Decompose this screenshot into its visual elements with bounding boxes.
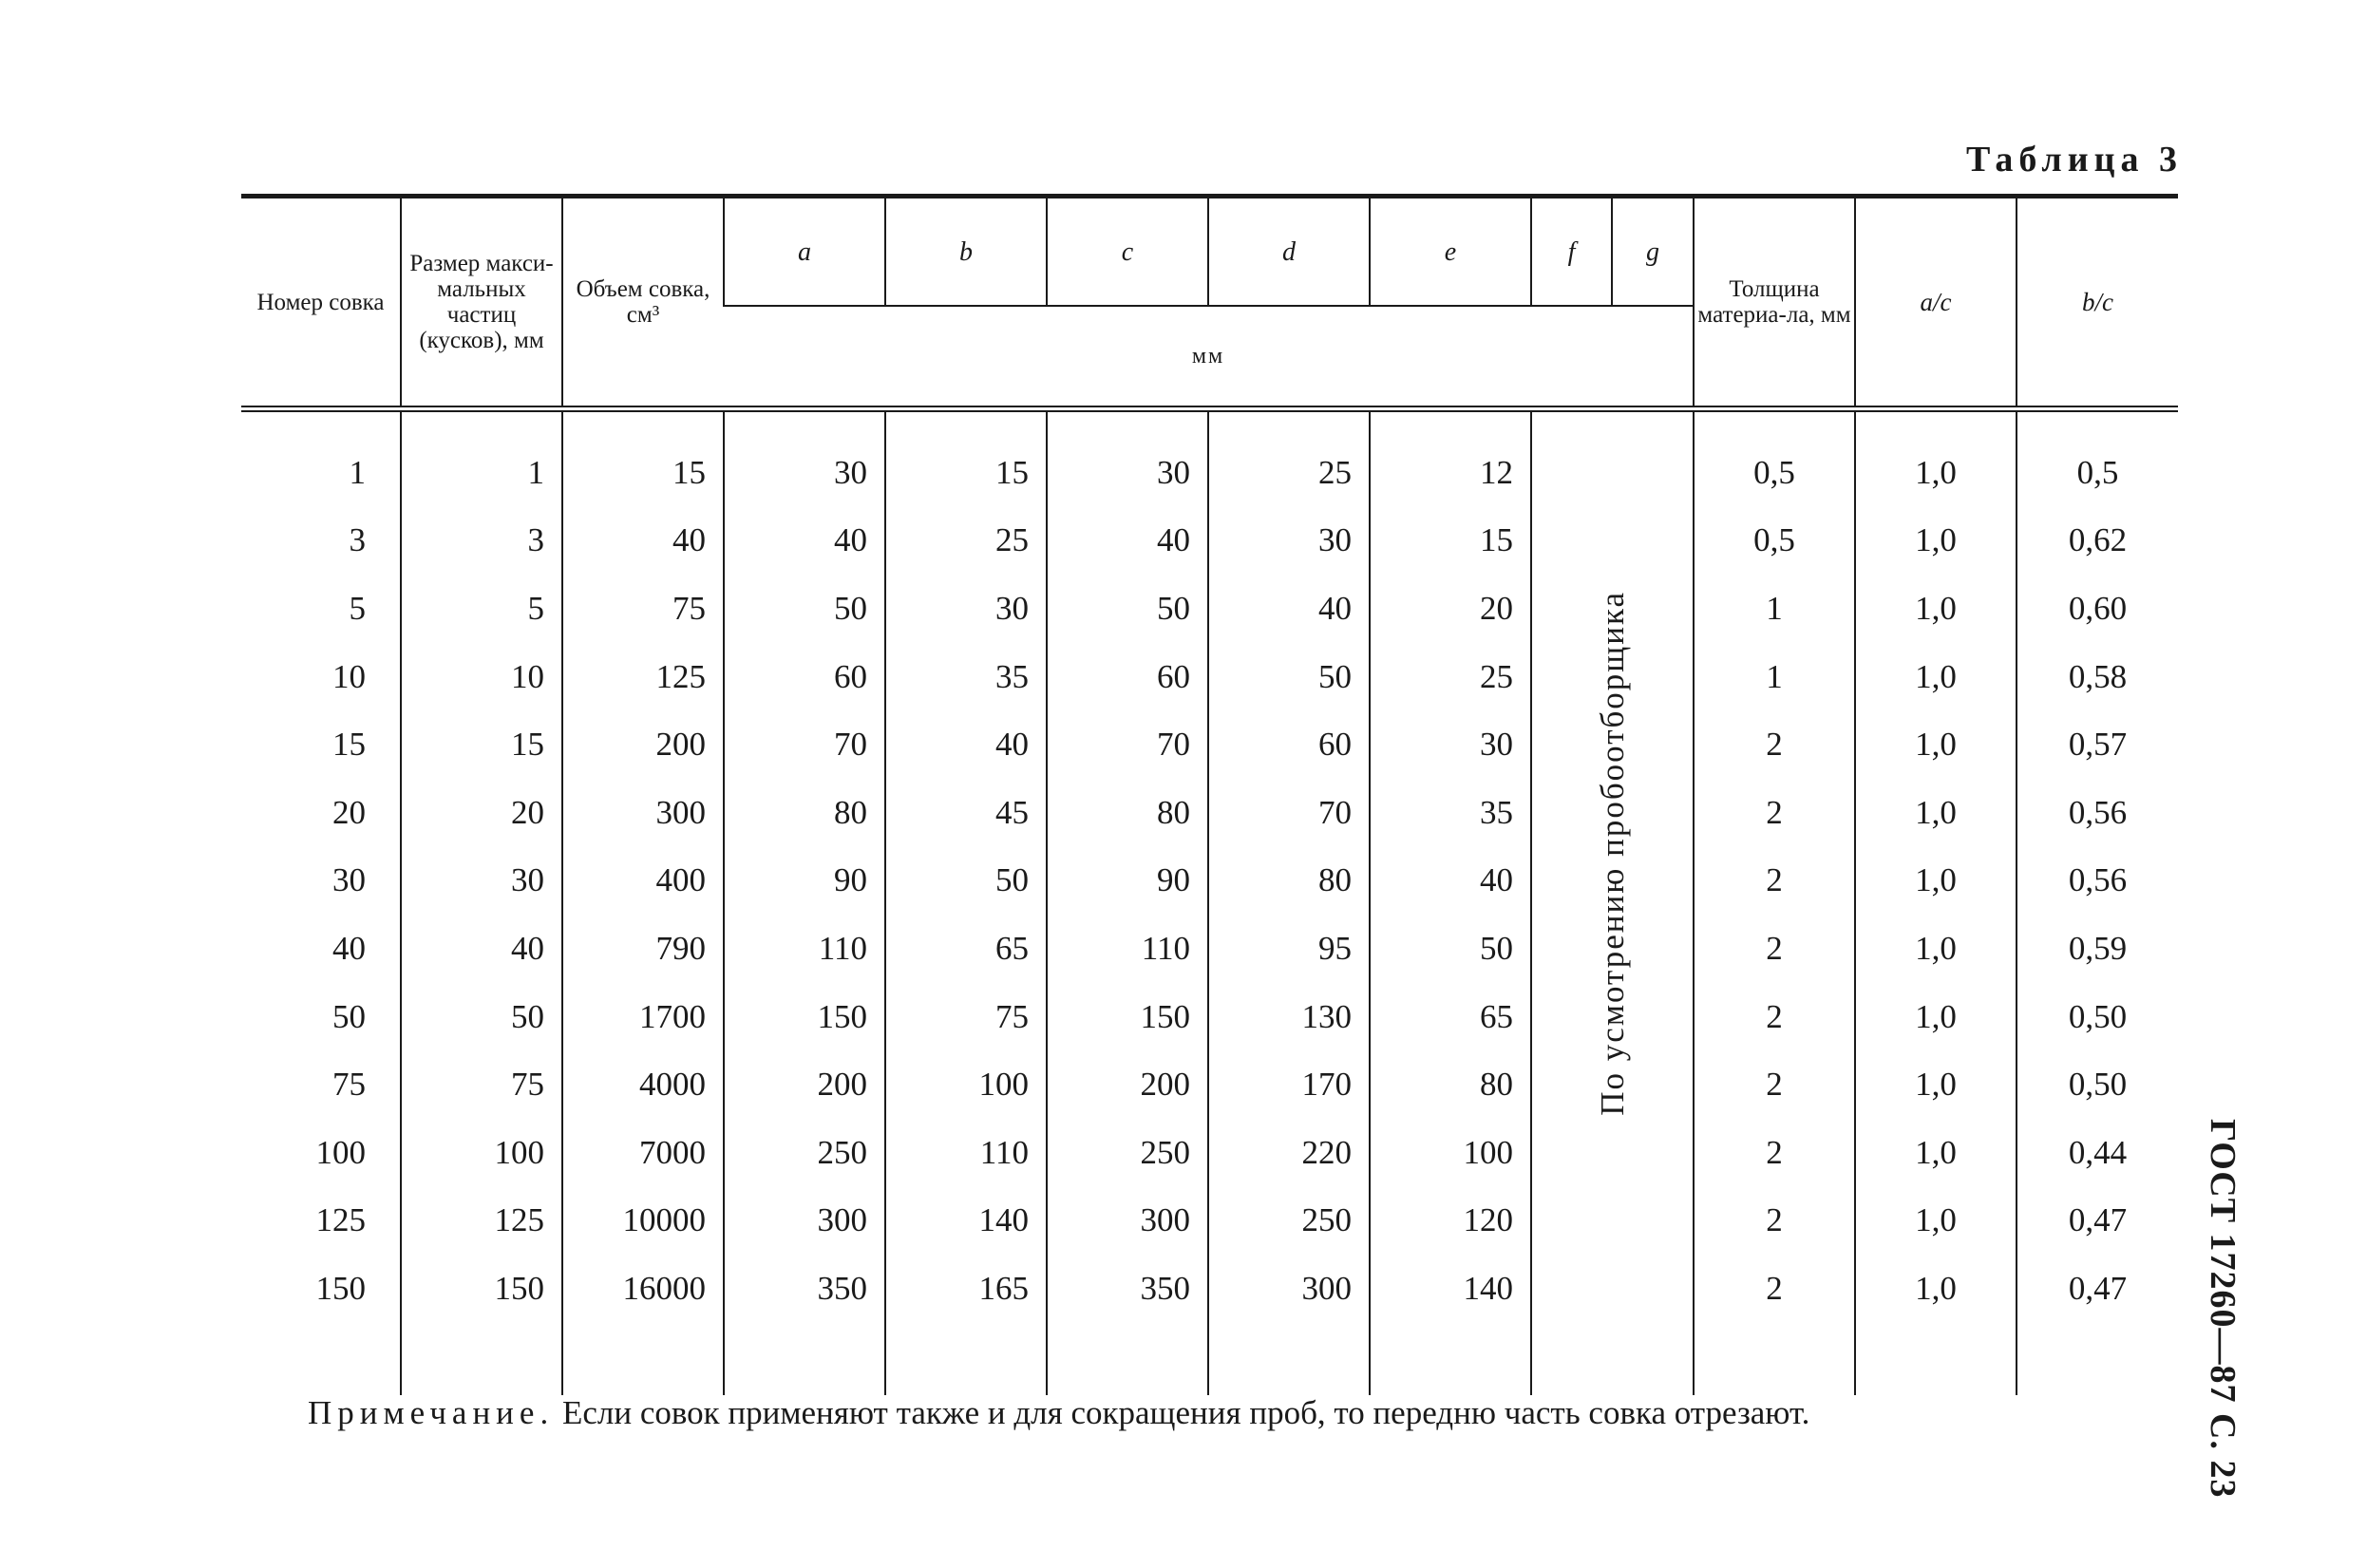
table-row: [241, 409, 2178, 507]
spacer-cell: [562, 1323, 724, 1395]
cell-e: 12: [1370, 409, 1531, 507]
cell-e: 120: [1370, 1187, 1531, 1256]
cell-a: 70: [724, 710, 885, 779]
spacer-cell: [724, 1323, 885, 1395]
cell-number: 3: [349, 521, 366, 559]
cell-b: 100: [885, 1050, 1047, 1119]
cell-b: 45: [885, 779, 1047, 847]
cell-d: 70: [1208, 779, 1370, 847]
table-body: [241, 409, 2178, 1395]
cell-number: 10: [332, 657, 366, 695]
header-a: a: [724, 197, 885, 307]
cell-c: 70: [1047, 710, 1208, 779]
header-d: d: [1208, 197, 1370, 307]
cell-ratio-bc: 0,50: [2017, 983, 2178, 1051]
spacer-cell: [1855, 1323, 2017, 1395]
cell-e: 140: [1370, 1255, 1531, 1323]
cell-c: 150: [1047, 983, 1208, 1051]
cell-b: 110: [885, 1119, 1047, 1187]
table-header: [241, 197, 2178, 409]
header-e: e: [1370, 197, 1531, 307]
cell-ratio-bc: 0,58: [2017, 643, 2178, 711]
header-thickness: Толщина материа-ла, мм: [1694, 197, 1855, 409]
cell-volume: 1700: [562, 983, 724, 1051]
cell-d: 25: [1208, 409, 1370, 507]
cell-volume: 400: [562, 847, 724, 916]
cell-max-size: 100: [401, 1119, 562, 1187]
cell-volume: 790: [562, 915, 724, 983]
table-row: [241, 710, 2178, 779]
cell-b: 30: [885, 575, 1047, 643]
cell-thickness: 2: [1694, 779, 1855, 847]
cell-c: 90: [1047, 847, 1208, 916]
cell-d: 95: [1208, 915, 1370, 983]
table-row: [241, 507, 2178, 576]
cell-ratio-bc: 0,44: [2017, 1119, 2178, 1187]
cell-e: 35: [1370, 779, 1531, 847]
cell-b: 165: [885, 1255, 1047, 1323]
cell-ratio-ac: 1,0: [1855, 1187, 2017, 1256]
header-volume: Объем совка, см³: [562, 197, 724, 409]
cell-b: 15: [885, 409, 1047, 507]
cell-a: 250: [724, 1119, 885, 1187]
cell-e: 30: [1370, 710, 1531, 779]
cell-d: 50: [1208, 643, 1370, 711]
table-row: [241, 983, 2178, 1051]
cell-e: 40: [1370, 847, 1531, 916]
cell-number: 150: [315, 1269, 366, 1307]
cell-number: 20: [332, 793, 366, 831]
cell-e: 15: [1370, 507, 1531, 576]
cell-e: 80: [1370, 1050, 1531, 1119]
cell-c: 80: [1047, 779, 1208, 847]
cell-volume: 300: [562, 779, 724, 847]
scoop-dimensions-table: [241, 194, 2178, 1395]
cell-max-size: 75: [401, 1050, 562, 1119]
cell-thickness: 2: [1694, 983, 1855, 1051]
cell-b: 50: [885, 847, 1047, 916]
cell-max-size: 20: [401, 779, 562, 847]
header-ratio-bc: b/c: [2017, 197, 2178, 409]
spacer-cell: [1208, 1323, 1370, 1395]
header-ratio-ac: a/c: [1855, 197, 2017, 409]
spacer-cell: [1047, 1323, 1208, 1395]
cell-ratio-bc: 0,62: [2017, 507, 2178, 576]
cell-ratio-ac: 1,0: [1855, 643, 2017, 711]
cell-volume: 200: [562, 710, 724, 779]
cell-e: 65: [1370, 983, 1531, 1051]
table-note: [308, 1394, 1809, 1432]
cell-thickness: 2: [1694, 1119, 1855, 1187]
cell-number: 30: [332, 861, 366, 899]
cell-max-size: 1: [401, 409, 562, 507]
cell-ratio-ac: 1,0: [1855, 915, 2017, 983]
header-dims-unit: мм: [724, 306, 1694, 409]
cell-max-size: 150: [401, 1255, 562, 1323]
cell-fg-note: [1531, 409, 1694, 1395]
spacer-cell: [885, 1323, 1047, 1395]
cell-ratio-bc: 0,56: [2017, 779, 2178, 847]
cell-number: 50: [332, 997, 366, 1035]
cell-max-size: 15: [401, 710, 562, 779]
cell-volume: 15: [562, 409, 724, 507]
cell-c: 50: [1047, 575, 1208, 643]
cell-number: 125: [315, 1201, 366, 1239]
cell-thickness: 1: [1694, 575, 1855, 643]
cell-max-size: 40: [401, 915, 562, 983]
cell-volume: 125: [562, 643, 724, 711]
cell-c: 300: [1047, 1187, 1208, 1256]
spacer-cell: [1694, 1323, 1855, 1395]
cell-d: 40: [1208, 575, 1370, 643]
cell-max-size: 50: [401, 983, 562, 1051]
cell-number: 5: [349, 589, 366, 627]
cell-ratio-bc: 0,60: [2017, 575, 2178, 643]
cell-a: 80: [724, 779, 885, 847]
cell-c: 40: [1047, 507, 1208, 576]
cell-number: 15: [332, 726, 366, 764]
cell-ratio-bc: 0,5: [2017, 409, 2178, 507]
cell-a: 150: [724, 983, 885, 1051]
cell-a: 350: [724, 1255, 885, 1323]
cell-c: 30: [1047, 409, 1208, 507]
cell-thickness: 1: [1694, 643, 1855, 711]
cell-number: 1: [349, 453, 366, 491]
table-row: [241, 1119, 2178, 1187]
cell-e: 50: [1370, 915, 1531, 983]
cell-a: 300: [724, 1187, 885, 1256]
table-row: [241, 915, 2178, 983]
cell-e: 20: [1370, 575, 1531, 643]
cell-max-size: 5: [401, 575, 562, 643]
cell-d: 170: [1208, 1050, 1370, 1119]
cell-d: 220: [1208, 1119, 1370, 1187]
cell-b: 75: [885, 983, 1047, 1051]
cell-ratio-ac: 1,0: [1855, 983, 2017, 1051]
table-row: [241, 1187, 2178, 1256]
cell-ratio-ac: 1,0: [1855, 847, 2017, 916]
cell-thickness: 2: [1694, 847, 1855, 916]
cell-volume: 40: [562, 507, 724, 576]
cell-b: 65: [885, 915, 1047, 983]
cell-ratio-bc: 0,50: [2017, 1050, 2178, 1119]
cell-a: 40: [724, 507, 885, 576]
cell-b: 40: [885, 710, 1047, 779]
cell-thickness: 0,5: [1694, 409, 1855, 507]
cell-ratio-ac: 1,0: [1855, 507, 2017, 576]
fg-note-text: По усмотрению пробоотборщика: [1593, 591, 1631, 1116]
table-row: [241, 779, 2178, 847]
note-text: Если совок применяют также и для сокращения проб, то передню часть совка отрезают.: [561, 1394, 1810, 1431]
cell-max-size: 30: [401, 847, 562, 916]
table-row: [241, 1255, 2178, 1323]
cell-e: 25: [1370, 643, 1531, 711]
spacer-cell: [241, 1323, 401, 1395]
cell-c: 110: [1047, 915, 1208, 983]
header-b: b: [885, 197, 1047, 307]
cell-thickness: 2: [1694, 710, 1855, 779]
cell-c: 200: [1047, 1050, 1208, 1119]
cell-ratio-bc: 0,59: [2017, 915, 2178, 983]
header-c: c: [1047, 197, 1208, 307]
header-g: g: [1612, 197, 1694, 307]
cell-a: 200: [724, 1050, 885, 1119]
spacer-cell: [2017, 1323, 2178, 1395]
table-spacer-row: [241, 1323, 2178, 1395]
cell-c: 60: [1047, 643, 1208, 711]
cell-thickness: 2: [1694, 1050, 1855, 1119]
cell-ratio-bc: 0,57: [2017, 710, 2178, 779]
table-row: [241, 847, 2178, 916]
cell-volume: 10000: [562, 1187, 724, 1256]
cell-ratio-ac: 1,0: [1855, 409, 2017, 507]
cell-d: 80: [1208, 847, 1370, 916]
cell-ratio-ac: 1,0: [1855, 710, 2017, 779]
cell-ratio-ac: 1,0: [1855, 575, 2017, 643]
cell-ratio-bc: 0,47: [2017, 1255, 2178, 1323]
spacer-cell: [1370, 1323, 1531, 1395]
cell-number: 40: [332, 929, 366, 967]
cell-d: 130: [1208, 983, 1370, 1051]
cell-max-size: 3: [401, 507, 562, 576]
cell-volume: 16000: [562, 1255, 724, 1323]
cell-ratio-ac: 1,0: [1855, 1255, 2017, 1323]
cell-a: 30: [724, 409, 885, 507]
table-caption: Таблица 3: [1965, 140, 2183, 179]
cell-ratio-bc: 0,56: [2017, 847, 2178, 916]
cell-volume: 7000: [562, 1119, 724, 1187]
cell-a: 50: [724, 575, 885, 643]
cell-thickness: 2: [1694, 915, 1855, 983]
page-footer: ГОСТ 17260—87 С. 23: [2203, 1119, 2243, 1499]
cell-volume: 75: [562, 575, 724, 643]
cell-ratio-ac: 1,0: [1855, 1119, 2017, 1187]
cell-ratio-ac: 1,0: [1855, 1050, 2017, 1119]
cell-a: 90: [724, 847, 885, 916]
cell-thickness: 2: [1694, 1255, 1855, 1323]
cell-ratio-bc: 0,47: [2017, 1187, 2178, 1256]
cell-number: 75: [332, 1066, 366, 1104]
note-label: Примечание.: [308, 1394, 555, 1431]
cell-a: 60: [724, 643, 885, 711]
table-row: [241, 643, 2178, 711]
cell-c: 350: [1047, 1255, 1208, 1323]
cell-e: 100: [1370, 1119, 1531, 1187]
cell-b: 35: [885, 643, 1047, 711]
cell-b: 25: [885, 507, 1047, 576]
cell-c: 250: [1047, 1119, 1208, 1187]
cell-b: 140: [885, 1187, 1047, 1256]
cell-ratio-ac: 1,0: [1855, 779, 2017, 847]
cell-d: 60: [1208, 710, 1370, 779]
cell-thickness: 2: [1694, 1187, 1855, 1256]
cell-volume: 4000: [562, 1050, 724, 1119]
cell-d: 30: [1208, 507, 1370, 576]
cell-d: 250: [1208, 1187, 1370, 1256]
spacer-cell: [401, 1323, 562, 1395]
table-row: [241, 575, 2178, 643]
cell-thickness: 0,5: [1694, 507, 1855, 576]
header-f: f: [1531, 197, 1612, 307]
cell-max-size: 10: [401, 643, 562, 711]
cell-number: 100: [315, 1133, 366, 1171]
header-number: Номер совка: [241, 197, 401, 409]
cell-d: 300: [1208, 1255, 1370, 1323]
cell-a: 110: [724, 915, 885, 983]
cell-max-size: 125: [401, 1187, 562, 1256]
table-row: [241, 1050, 2178, 1119]
header-max-particle-size: Размер макси-мальных частиц (кусков), мм: [401, 197, 562, 409]
